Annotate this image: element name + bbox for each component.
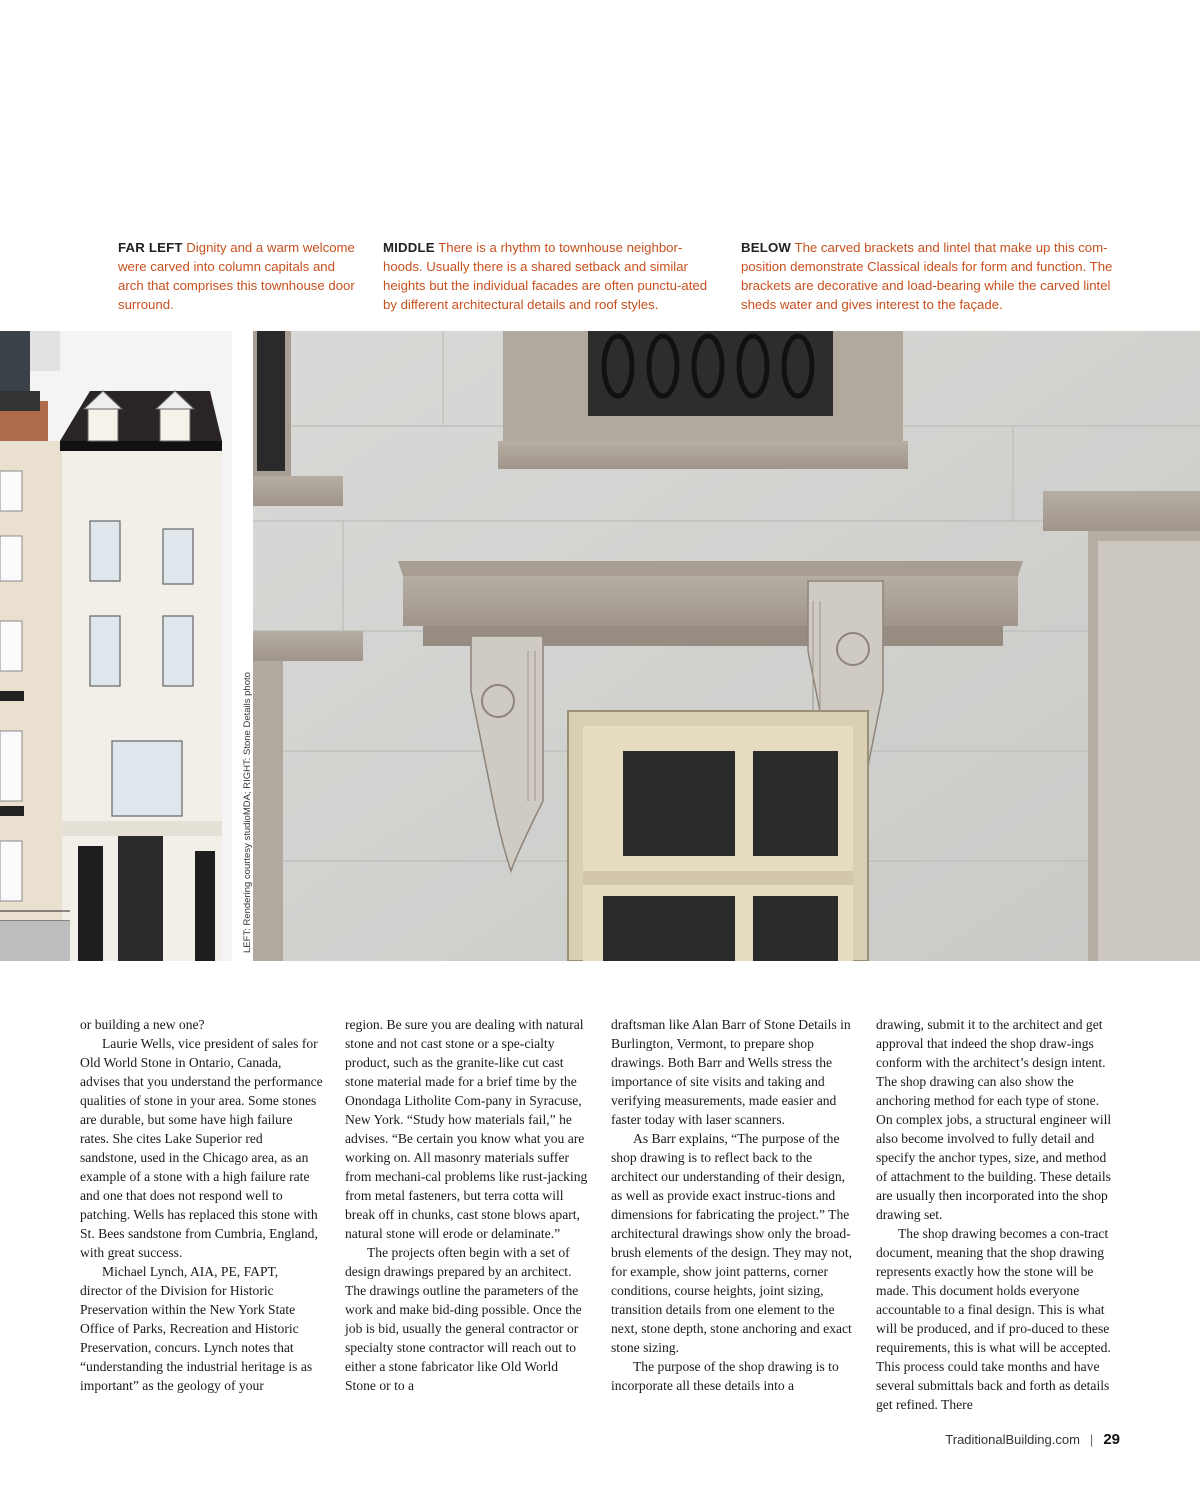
caption-text: There is a rhythm to townhouse neighbor-hoods. Usually there is a shared setback and similar heights but the individual facades are often punctu-ated by different architectural details and roof styles. [383, 240, 708, 312]
townhouse-rendering-photo [0, 331, 232, 961]
photo-credit-text: LEFT: Rendering courtesy studioMDA; RIGHT: Stone Details photo [242, 672, 253, 953]
photo-credit [233, 331, 251, 961]
limestone-facade-illustration [253, 331, 1200, 961]
caption-label: FAR LEFT [118, 240, 183, 255]
paragraph: As Barr explains, “The purpose of the shop drawing is to reflect back to the architect our understanding of their design, as well as provide exact instruc-tions and dimensions for fabricating the project.” The architectural drawings show only the broad-brush elements of the design. They may not, for example, show joint patterns, corner conditions, course heights, joint sizing, transition details from one element to the next, stone depth, stone anchoring and exact stone sizing. [611, 1131, 852, 1355]
paragraph: The purpose of the shop drawing is to incorporate all these details into a [611, 1359, 839, 1393]
caption-below [741, 238, 1131, 314]
paragraph: The projects often begin with a set of design drawings prepared by an architect. The drawings outline the parameters of the work and make bid-ding possible. Once the job is bid, usually the general contractor or specialty stone contractor will reach out to either a stone fabricator like Old World Stone or to a [345, 1245, 582, 1393]
caption-label: MIDDLE [383, 240, 435, 255]
body-column-1 [80, 1015, 323, 1395]
paragraph: Michael Lynch, AIA, PE, FAPT, director of the Division for Historic Preservation within the New York State Office of Parks, Recreation and Historic Preservation, concurs. Lynch notes that “understanding the industrial heritage is as important” as the geology of your [80, 1264, 313, 1393]
caption-text: The carved brackets and lintel that make up this com-position demonstrate Classical ideals for form and function. The brackets are decorative and load-bearing while the carved lintel sheds water and gives interest to the façade. [741, 240, 1113, 312]
paragraph: The shop drawing becomes a con-tract document, meaning that the shop drawing represents exactly how the stone will be made. This document holds everyone accountable to a final design. This is what will be produced, and if pro-duced to these requirements, this is what will be accepted. This process could take months and have several submittals back and forth as details get refined. There [876, 1226, 1111, 1412]
paragraph: or building a new one? [80, 1017, 205, 1032]
caption-middle [383, 238, 713, 314]
caption-text: Dignity and a warm welcome were carved into column capitals and arch that comprises this townhouse door surround. [118, 240, 355, 312]
footer-site-link[interactable]: TraditionalBuilding.com [945, 1432, 1080, 1447]
paragraph: Laurie Wells, vice president of sales for Old World Stone in Ontario, Canada, advises that you understand the performance qualities of stone in your area. Some stones are durable, but some have high failure rates. She cites Lake Superior red sandstone, used in the Chicago area, as an example of a stone with a high failure rate and one that does not respond well to patching. Wells has replaced this stone with St. Bees sandstone from Cumbria, England, with great success. [80, 1036, 323, 1260]
paragraph: draftsman like Alan Barr of Stone Details in Burlington, Vermont, to prepare shop drawings. Both Barr and Wells stress the importance of site visits and taking and verifying measurements, made easier and faster today with laser scanners. [611, 1017, 851, 1127]
body-column-3 [611, 1015, 854, 1395]
footer-separator: | [1089, 1432, 1094, 1447]
body-column-4 [876, 1015, 1119, 1414]
page-footer [945, 1431, 1120, 1448]
page-number: 29 [1103, 1431, 1120, 1448]
townhouse-illustration [0, 331, 232, 961]
brackets-lintel-photo [253, 331, 1200, 961]
caption-far-left [118, 238, 358, 314]
body-column-2 [345, 1015, 588, 1395]
caption-label: BELOW [741, 240, 792, 255]
paragraph: drawing, submit it to the architect and get approval that indeed the shop draw-ings conform with the architect’s design intent. The shop drawing can also show the anchoring method for each type of stone. On complex jobs, a structural engineer will also become involved to fully detail and specify the anchor types, size, and method of attachment to the building. These details are usually then incorporated into the shop drawing set. [876, 1017, 1112, 1222]
paragraph: region. Be sure you are dealing with natural stone and not cast stone or a spe-cialty product, such as the granite-like cut cast stone material made for a brief time by the Onondaga Litholite Com-pany in Syracuse, New York. “Study how materials fail,” he advises. “Be certain you know what you are working on. All masonry materials suffer from mechani-cal problems like rust-jacking from metal fasteners, but terra cotta will break off in chunks, cast stone blows apart, natural stone will erode or delaminate.” [345, 1017, 588, 1241]
